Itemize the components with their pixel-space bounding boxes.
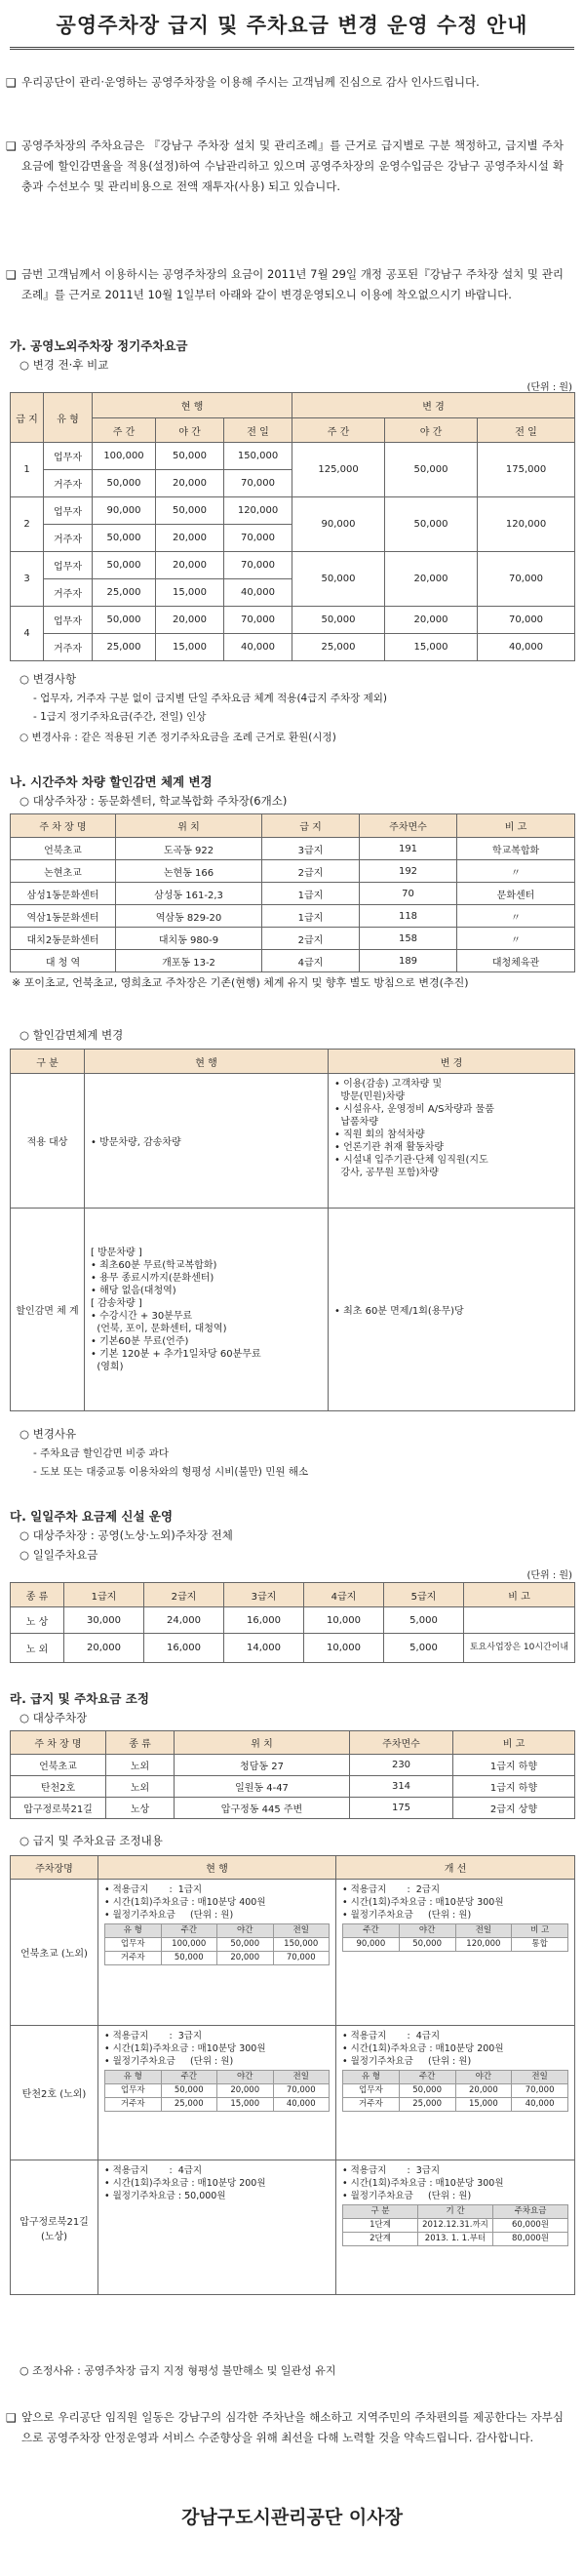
lot-name: 탄천2호 (노외) [11,2026,98,2160]
current-detail [98,1880,336,2026]
mini-cell: 70,000 [512,2084,568,2098]
mini-cell: 거주자 [343,2098,400,2112]
mini-cell: 유 형 [343,2071,400,2084]
mini-cell: 70,000 [273,1952,330,1965]
mini-fee-table [342,2204,568,2246]
adjust-lot-table: 주 차 장 명 종 류 위 치 주차면수 비 고 언북초교 노외 청담동 27 230 1급지 하향 탄천2호 노외 일원동 4-47 314 1급지 하향 압구정로북21길 노상 압구정동 445 주변 175 2급지 상향 [10,1730,575,1819]
header-current: 현 행 [93,393,292,418]
mini-cell: 주간 [161,2071,217,2084]
list-line: 강사, 공무원 포함)차량 [334,1168,439,1178]
section-da-sub1: ○ 대상주차장 : 공영(노상·노외)주차장 전체 [19,1528,233,1542]
table-row: 대 청 역 개포동 13-2 4급지 189 대청체육관 [11,950,575,972]
table-row: 거주자 25,000 15,000 40,000 25,000 15,000 40,000 [11,634,575,661]
mini-cell: 야간 [217,1924,274,1938]
mini-cell: 100,000 [161,1938,217,1952]
current-detail [98,2026,336,2160]
mini-cell: 80,000원 [493,2233,568,2246]
section-na-title: 나. 시간주차 차량 할인감면 체계 변경 [10,774,213,789]
current-detail [98,2160,336,2295]
mini-cell: 거주자 [105,1952,162,1965]
mini-cell: 전일 [512,2071,568,2084]
unit-label: (단위 : 원) [526,382,572,393]
mini-cell: 1단계 [343,2219,418,2233]
list-line: 방문(민원)차량 [334,1091,406,1102]
list-line: • 월정기주차요금 (단위 : 원) [342,1910,472,1921]
mini-cell: 야간 [455,2071,512,2084]
title-divider [10,47,574,50]
section-ra-title: 라. 급지 및 주차요금 조정 [10,1691,149,1706]
section-ga-subtitle: ○ 변경 전·후 비교 [19,358,109,372]
lot-name: 언북초교 (노외) [11,1880,98,2026]
list-line: • 적용급지 : 1급지 [104,1884,203,1895]
header-grade: 급 지 [11,393,44,443]
discount-change-heading: ○ 할인감면체계 변경 [19,1028,124,1042]
mini-cell: 120,000 [455,1938,512,1952]
list-line: • 적용급지 : 4급지 [104,2165,203,2176]
list-line: • 월정기주차요금 (단위 : 원) [342,2191,472,2201]
mini-cell: 유 형 [105,2071,162,2084]
mini-cell: 유 형 [105,1924,162,1938]
header-change: 변 경 [292,393,575,418]
mini-cell: 50,000 [217,1938,274,1952]
list-line: [ 감송차량 ] [91,1297,142,1309]
improved-detail [336,2026,575,2160]
table-row: 거주자 50,000 20,000 70,000 [11,470,575,497]
mini-cell: 주간 [343,1924,400,1938]
improved-detail [336,1880,575,2026]
mini-cell: 40,000 [273,2098,330,2112]
mini-cell: 50,000 [399,2084,455,2098]
section-ga-title: 가. 공영노외주차장 정기주차요금 [10,338,188,353]
intro-paragraph-2: 공영주차장의 주차요금은 『강남구 주차장 설치 및 관리조례』를 근거로 급지별로 구분 책정하고, 급지별 주차요금에 할인감면율을 적용(설정)하여 수납관리하고 있으며 공영주차장의 운영수입금은 강남구 공영주차시설 확충과 수선보수 및 관리비용으로 전액 재투자(사용) 되고 있습니다. [21,139,564,193]
page-title: 공영주차장 급지 및 주차요금 변경 운영 수정 안내 [56,14,528,37]
mini-cell: 전일 [273,1924,330,1938]
exception-note: ※ 포이초교, 언북초교, 영희초교 주차장은 기존(현행) 체계 유지 및 향후 별도 방침으로 변경(추진) [12,976,469,989]
list-line: • 시간(1회)주차요금 : 매10분당 300원 [342,2178,504,2189]
lot-name: 압구정로북21길 (노상) [11,2160,98,2295]
list-line: • 적용급지 : 4급지 [342,2031,441,2041]
intro-paragraph-3: 금번 고객님께서 이용하시는 공영주차장의 요금이 2011년 7월 29일 개정 공포된『강남구 주차장 설치 및 관리조례』를 근거로 2011년 10월 1일부터 아래와 같이 변경운영되오니 이용에 착오없으시기 바랍니다. [21,267,564,301]
mini-cell: 50,000 [161,2084,217,2098]
adjust-content-heading: ○ 급지 및 주차요금 조정내용 [19,1834,163,1847]
list-line: • 직원 회의 참석차량 [334,1129,425,1140]
mini-cell: 15,000 [455,2098,512,2112]
table-row [11,2160,575,2295]
adjust-reason: ○ 조정사유 : 공영주차장 급지 지정 형평성 불만해소 및 일관성 유지 [19,2364,336,2377]
mini-cell: 업무자 [343,2084,400,2098]
unit-label: (단위 : 원) [526,1570,572,1581]
mini-cell: 전일 [455,1924,512,1938]
list-line: • 월정기주차요금 (단위 : 원) [342,2056,472,2067]
mini-cell: 주간 [399,2071,455,2084]
header-type: 유 형 [44,393,93,443]
section-ra-subtitle: ○ 대상주차장 [19,1711,88,1724]
mini-cell: 거주자 [105,2098,162,2112]
list-line: • 이용(감송) 고객차량 및 [334,1079,443,1090]
table-row: 거주자 50,000 20,000 70,000 [11,525,575,552]
change-note: - 업무자, 거주자 구분 없이 급지별 단일 주차요금 체계 적용(4급지 주차장 제외) [33,693,388,704]
mini-fee-table [342,1923,568,1952]
list-line: • 적용급지 : 3급지 [104,2031,203,2041]
mini-cell: 90,000 [343,1938,400,1952]
mini-cell: 주차요금 [493,2205,568,2219]
section-da-sub2: ○ 일일주차요금 [19,1548,98,1562]
mini-cell: 25,000 [161,2098,217,2112]
list-line: • 시간(1회)주차요금 : 매10분당 300원 [342,1897,504,1908]
list-line: • 적용급지 : 3급지 [342,2165,441,2176]
mini-cell: 비 고 [512,1924,568,1938]
mini-cell: 20,000 [217,2084,274,2098]
improved-detail [336,2160,575,2295]
table-row: 3 업무자 50,000 20,000 70,000 50,000 20,000 70,000 [11,552,575,579]
list-line: (영희) [91,1361,124,1372]
regular-fee-table: 급 지 유 형 현 행 변 경 주 간 야 간 전 일 주 간 야 간 전 일 1 업무자 100,000 50,000 150,000 125,000 50,000 175,000 거주자 50,000 20,000 70,000 2 업무자 90,000 50,000 120,000 90,000 50,000 120,000 거주자 50,000 20,000 70,000 3 업무자 50,000 20,000 70,000 50,000 20,000 70,000 거주자 25,000 15,000 40,000 4 업무자 50,000 20,000 70,000 50,000 20,000 70,000 거주자 25,000 15,000 40,000 25,000 15,000 40,000 [10,392,575,661]
table-row: 할인감면 체 계 [ 방문차량 ] • 최초60분 무료(학교복합화) • 용무 종료시까지(문화센터) • 해당 없음(대청역) [ 감송차량 ] • 수강시간 + 30분무료 (언북, 포이, 문화센터, 대청역) • 기본60분 무료(언주) • 기본 120분 + 추가1일차당 60분무료 (영희) • 최초 60분 면제/1회(용무)당 [11,1209,575,1411]
list-line: (언북, 포이, 문화센터, 대청역) [91,1323,227,1334]
mini-cell: 2012.12.31.까지 [418,2219,493,2233]
mini-cell: 주간 [161,1924,217,1938]
bullet-icon: ❑ [6,268,17,282]
current-list [85,1209,329,1411]
list-line: • 월정기주차요금 : 50,000원 [104,2191,226,2201]
table-row: 논현초교 논현동 166 2급지 192 〃 [11,860,575,883]
list-line: • 시간(1회)주차요금 : 매10분당 300원 [104,2043,266,2054]
mini-cell: 전일 [273,2071,330,2084]
list-line: • 수강시간 + 30분무료 [91,1310,193,1322]
section-na-subtitle: ○ 대상주차장 : 동문화센터, 학교복합화 주차장(6개소) [19,794,288,808]
list-line: • 적용급지 : 2급지 [342,1884,441,1895]
list-line: • 기본60분 무료(언주) [91,1335,189,1347]
table-row: 적용 대상 • 방문차량, 감송차량 • 이용(감송) 고객차량 및 방문(민원)차량 • 시설유사, 운영정비 A/S차량과 물품 납품차량 • 직원 회의 참석차량 • 언론기관 취재 활동차량 • 시설내 입주기관·단체 임직원(지도 강사, 공무원 포함)차량 [11,1074,575,1209]
list-line: • 최초60분 무료(학교복합화) [91,1259,217,1271]
target-lot-table: 주 차 장 명 위 치 급 지 주차면수 비 고 언북초교 도곡동 922 3급지 191 학교복합화 논현초교 논현동 166 2급지 192 〃 삼성1동문화센터 삼성동 161-2,3 1급지 70 문화센터 역삼1동문화센터 역삼동 829-20 1급지 118 〃 대치2동문화센터 대치동 980-9 2급지 158 〃 대 청 역 개포동 13-2 4급지 189 대청체육관 [10,813,575,972]
list-line: [ 방문차량 ] [91,1247,142,1258]
table-row: 대치2동문화센터 대치동 980-9 2급지 158 〃 [11,928,575,950]
adjust-detail-table: 주차장명 현 행 개 선 언북초교 (노외) • 적용급지 : 1급지 • 시간(1회)주차요금 : 매10분당 400원 • 월정기주차요금 (단위 : 원) 유 형 주간 야간 전일 업무자 100,000 50,000 150,000 거주자 50,000 20,000 70,000 • 적용급지 : 2급지 • 시간(1회)주차요금 : 매10분당 300원 • 월정기주차요금 (단위 : 원) 주간 야간 전일 비 고 90,000 50,000 120,000 통합 탄천2호 (노외) • 적용급지 : 3급지 • 시간(1회)주차요금 : 매10분당 300원 • 월정기주차요금 (단위 : 원) 유 형 주간 야간 전일 업무자 50,000 20,000 70,000 거주자 25,000 15,000 40,000 • 적용급지 : 4급지 • 시간(1회)주차요금 : 매10분당 200원 • 월정기주차요금 (단위 : 원) 유 형 주간 야간 전일 업무자 50,000 20,000 70,000 거주자 25,000 15,000 40,000 압구정로북21길 (노상) • 적용급지 : 4급지 • 시간(1회)주차요금 : 매10분당 200원 • 월정기주차요금 : 50,000원 • 적용급지 : 3급지 • 시간(1회)주차요금 : 매10분당 300원 • 월정기주차요금 (단위 : 원) 구 분 기 간 주차요금 1단계 2012.12.31.까지 60,000원 2단계 2013. 1. 1.부터 80,000원 [10,1855,575,2295]
table-row: 삼성1동문화센터 삼성동 161-2,3 1급지 70 문화센터 [11,883,575,905]
list-line: 납품차량 [334,1117,378,1128]
mini-fee-table [104,2070,330,2112]
mini-cell: 야간 [217,2071,274,2084]
mini-cell: 20,000 [455,2084,512,2098]
bullet-icon: ❑ [6,2411,17,2425]
list-line: • 시간(1회)주차요금 : 매10분당 200원 [342,2043,504,2054]
list-line: • 시간(1회)주차요금 : 매10분당 200원 [104,2178,266,2189]
table-row: 2 업무자 90,000 50,000 120,000 90,000 50,000 120,000 [11,497,575,525]
mini-cell: 2단계 [343,2233,418,2246]
table-row [11,1880,575,2026]
mini-cell: 야간 [399,1924,455,1938]
intro-paragraph-1: 우리공단이 관리·운영하는 공영주차장을 이용해 주시는 고객님께 진심으로 감사 인사드립니다. [21,75,480,89]
mini-cell: 구 분 [343,2205,418,2219]
reason-item: - 도보 또는 대중교통 이용차와의 형평성 시비(불만) 민원 해소 [33,1466,309,1478]
mini-cell: 통합 [512,1938,568,1952]
list-line: • 월정기주차요금 (단위 : 원) [104,1910,234,1921]
list-line: • 월정기주차요금 (단위 : 원) [104,2056,234,2067]
mini-cell: 15,000 [217,2098,274,2112]
table-row: 4 업무자 50,000 20,000 70,000 50,000 20,000 70,000 [11,607,575,634]
change-note: - 1급지 정기주차요금(주간, 전일) 인상 [33,711,207,723]
mini-cell: 25,000 [399,2098,455,2112]
list-line: • 시설내 입주기관·단체 임직원(지도 [334,1155,488,1166]
list-line: • 기본 120분 + 추가1일차당 60분무료 [91,1348,261,1360]
list-line: • 언론기관 취재 활동차량 [334,1142,445,1153]
change-notes-heading: ○ 변경사항 [19,672,77,686]
reason-item: - 주차요금 할인감면 비중 과다 [33,1447,169,1459]
list-line: • 시설유사, 운영정비 A/S차량과 물품 [334,1104,494,1115]
discount-table: 구 분 현 행 변 경 적용 대상 • 방문차량, 감송차량 • 이용(감송) 고객차량 및 방문(민원)차량 • 시설유사, 운영정비 A/S차량과 물품 납품차량 • 직원 회의 참석차량 • 언론기관 취재 활동차량 • 시설내 입주기관·단체 임직원(지도 강사, 공무원 포함)차량 할인감면 체 계 [ 방문차량 ] • 최초60분 무료(학교복합화) • 용무 종료시까지(문화센터) • 해당 없음(대청역) [ 감송차량 ] • 수강시간 + 30분무료 (언북, 포이, 문화센터, 대청역) • 기본60분 무료(언주) • 기본 120분 + 추가1일차당 60분무료 (영희) • 최초 60분 면제/1회(용무)당 [10,1049,575,1411]
section-da-title: 다. 일일주차 요금제 신설 운영 [10,1509,174,1524]
table-row: 1 업무자 100,000 50,000 150,000 125,000 50,000 175,000 [11,443,575,470]
change-list [329,1074,575,1209]
mini-fee-table [104,1923,330,1965]
closing-paragraph: 앞으로 우리공단 임직원 일동은 강남구의 심각한 주차난을 해소하고 지역주민의 주차편의를 제공한다는 자부심으로 공영주차장 안정운영과 서비스 수준향상을 위해 최선을 다해 노력할 것을 약속드립니다. 감사합니다. [21,2410,564,2444]
signature: 강남구도시관리공단 이사장 [181,2507,403,2528]
mini-cell: 50,000 [399,1938,455,1952]
table-row: 압구정로북21길 노상 압구정동 445 주변 175 2급지 상향 [11,1798,575,1819]
bullet-icon: ❑ [6,76,17,90]
table-row: 언북초교 도곡동 922 3급지 191 학교복합화 [11,838,575,860]
table-row: 역삼1동문화센터 역삼동 829-20 1급지 118 〃 [11,905,575,928]
mini-cell: 50,000 [161,1952,217,1965]
list-line: • 해당 없음(대청역) [91,1285,176,1296]
mini-cell: 2013. 1. 1.부터 [418,2233,493,2246]
mini-cell: 60,000원 [493,2219,568,2233]
mini-cell: 기 간 [418,2205,493,2219]
mini-cell: 업무자 [105,1938,162,1952]
table-row: 노 외 20,000 16,000 14,000 10,000 5,000 토요사업장은 10시간이내 [11,1634,575,1663]
mini-fee-table [342,2070,568,2112]
table-row [11,2026,575,2160]
mini-cell: 150,000 [273,1938,330,1952]
mini-cell: 20,000 [217,1952,274,1965]
mini-cell: 70,000 [273,2084,330,2098]
bullet-icon: ❑ [6,139,17,153]
table-row: 탄천2호 노외 일원동 4-47 314 1급지 하향 [11,1776,575,1798]
mini-cell: 40,000 [512,2098,568,2112]
mini-cell: 업무자 [105,2084,162,2098]
list-line: • 용무 종료시까지(문화센터) [91,1272,214,1284]
table-row: 노 상 30,000 24,000 16,000 10,000 5,000 [11,1607,575,1634]
daily-fee-table: 종 류 1급지 2급지 3급지 4급지 5급지 비 고 노 상 30,000 24,000 16,000 10,000 5,000 노 외 20,000 16,000 14,000 10,000 5,000 토요사업장은 10시간이내 [10,1582,575,1663]
change-reason: ○ 변경사유 : 같은 적용된 기존 정기주차요금을 조례 근거로 환원(시정) [19,732,336,743]
discount-reason-heading: ○ 변경사유 [19,1427,77,1441]
table-row: 언북초교 노외 청담동 27 230 1급지 하향 [11,1755,575,1776]
list-line: • 시간(1회)주차요금 : 매10분당 400원 [104,1897,266,1908]
table-row: 거주자 25,000 15,000 40,000 [11,579,575,607]
